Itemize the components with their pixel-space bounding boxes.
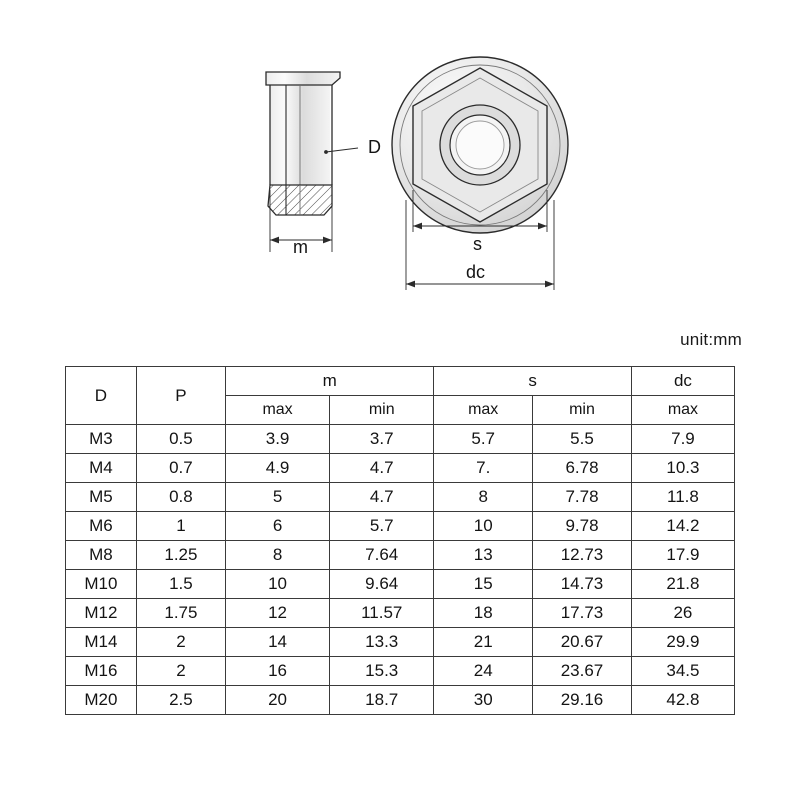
cell-m-min: 15.3 [330, 657, 434, 686]
table-row [66, 570, 735, 599]
cell-s-max: 7. [434, 454, 533, 483]
label-dc: dc [466, 262, 486, 282]
hex-flange-nut-side-view [266, 72, 358, 252]
cell-d: M8 [66, 541, 137, 570]
table-row [66, 425, 735, 454]
table-row [66, 483, 735, 512]
nut-flange-top [266, 72, 340, 85]
cell-s-max: 8 [434, 483, 533, 512]
cell-dc-max: 42.8 [631, 686, 734, 715]
header-s-min: min [533, 396, 632, 425]
cell-d: M4 [66, 454, 137, 483]
cell-s-min: 20.67 [533, 628, 632, 657]
cell-m-max: 20 [225, 686, 329, 715]
arrow-dc-left [406, 281, 415, 288]
header-p: P [136, 367, 225, 425]
cell-p: 0.7 [136, 454, 225, 483]
cell-dc-max: 26 [631, 599, 734, 628]
cell-d: M20 [66, 686, 137, 715]
cell-p: 0.5 [136, 425, 225, 454]
cell-s-max: 15 [434, 570, 533, 599]
cell-s-min: 6.78 [533, 454, 632, 483]
cell-s-min: 14.73 [533, 570, 632, 599]
cell-m-max: 8 [225, 541, 329, 570]
table-row [66, 454, 735, 483]
header-m-min: min [330, 396, 434, 425]
cell-d: M3 [66, 425, 137, 454]
cell-m-min: 3.7 [330, 425, 434, 454]
cell-m-max: 5 [225, 483, 329, 512]
leader-dot-d [324, 150, 328, 154]
arrow-m-left [270, 237, 279, 244]
arrow-m-right [323, 237, 332, 244]
cell-m-max: 16 [225, 657, 329, 686]
cell-s-min: 17.73 [533, 599, 632, 628]
cell-m-max: 12 [225, 599, 329, 628]
cell-dc-max: 17.9 [631, 541, 734, 570]
header-dc-max: max [631, 396, 734, 425]
cell-p: 2.5 [136, 686, 225, 715]
table-head [66, 367, 735, 425]
arrow-dc-right [545, 281, 554, 288]
cell-m-max: 14 [225, 628, 329, 657]
cell-p: 0.8 [136, 483, 225, 512]
arrow-s-left [413, 223, 422, 230]
table-row [66, 599, 735, 628]
cell-m-min: 4.7 [330, 483, 434, 512]
table-row [66, 628, 735, 657]
cell-s-min: 9.78 [533, 512, 632, 541]
cell-m-min: 7.64 [330, 541, 434, 570]
table-header-row-1 [66, 367, 735, 396]
cell-m-min: 9.64 [330, 570, 434, 599]
cell-dc-max: 10.3 [631, 454, 734, 483]
drawing-svg [0, 0, 800, 330]
cell-dc-max: 7.9 [631, 425, 734, 454]
cell-m-min: 11.57 [330, 599, 434, 628]
cell-s-max: 10 [434, 512, 533, 541]
table-row [66, 686, 735, 715]
spec-table-container [65, 366, 735, 715]
cell-m-max: 3.9 [225, 425, 329, 454]
cell-d: M6 [66, 512, 137, 541]
leader-line-d [326, 148, 358, 152]
cell-s-min: 23.67 [533, 657, 632, 686]
cell-m-max: 4.9 [225, 454, 329, 483]
cell-s-max: 5.7 [434, 425, 533, 454]
technical-drawing [0, 0, 800, 330]
spec-table [65, 366, 735, 715]
cell-d: M12 [66, 599, 137, 628]
header-d: D [66, 367, 137, 425]
cell-p: 1.75 [136, 599, 225, 628]
cell-d: M5 [66, 483, 137, 512]
cell-p: 1.5 [136, 570, 225, 599]
cell-dc-max: 34.5 [631, 657, 734, 686]
bore-inner-circle [456, 121, 504, 169]
cell-dc-max: 21.8 [631, 570, 734, 599]
cell-m-max: 10 [225, 570, 329, 599]
arrow-s-right [538, 223, 547, 230]
cell-s-min: 29.16 [533, 686, 632, 715]
cell-d: M16 [66, 657, 137, 686]
cell-dc-max: 29.9 [631, 628, 734, 657]
cell-s-max: 24 [434, 657, 533, 686]
cell-dc-max: 11.8 [631, 483, 734, 512]
header-s-max: max [434, 396, 533, 425]
cell-s-min: 5.5 [533, 425, 632, 454]
table-row [66, 512, 735, 541]
label-m: m [293, 237, 308, 257]
label-d: D [368, 137, 381, 157]
cell-m-min: 18.7 [330, 686, 434, 715]
cell-p: 1.25 [136, 541, 225, 570]
header-group-dc: dc [631, 367, 734, 396]
table-row [66, 657, 735, 686]
cell-m-min: 13.3 [330, 628, 434, 657]
unit-note: unit:mm [680, 330, 742, 349]
cell-m-max: 6 [225, 512, 329, 541]
cell-m-min: 5.7 [330, 512, 434, 541]
cell-p: 2 [136, 628, 225, 657]
header-m-max: max [225, 396, 329, 425]
cell-p: 1 [136, 512, 225, 541]
label-s: s [473, 234, 482, 254]
cell-p: 2 [136, 657, 225, 686]
cell-d: M14 [66, 628, 137, 657]
cell-s-min: 7.78 [533, 483, 632, 512]
table-body [66, 425, 735, 715]
cell-s-max: 30 [434, 686, 533, 715]
header-group-m: m [225, 367, 433, 396]
cell-d: M10 [66, 570, 137, 599]
table-row [66, 541, 735, 570]
cell-s-max: 21 [434, 628, 533, 657]
cell-m-min: 4.7 [330, 454, 434, 483]
cell-s-max: 18 [434, 599, 533, 628]
header-group-s: s [434, 367, 632, 396]
cell-s-max: 13 [434, 541, 533, 570]
hex-flange-nut-top-view [392, 57, 568, 290]
cell-s-min: 12.73 [533, 541, 632, 570]
cell-dc-max: 14.2 [631, 512, 734, 541]
